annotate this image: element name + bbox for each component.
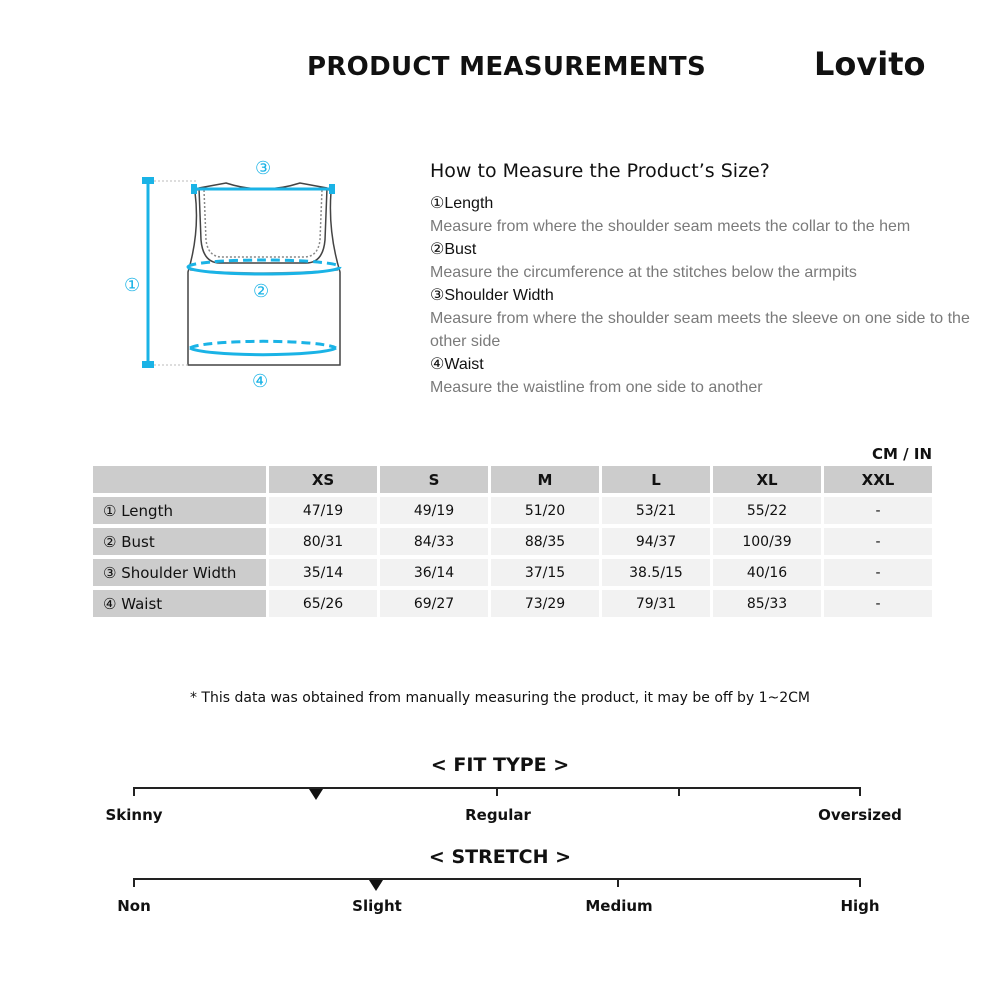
fit-tick xyxy=(678,787,680,796)
marker-bust: ② xyxy=(253,281,270,302)
marker-shoulder: ③ xyxy=(255,158,272,179)
table-row xyxy=(93,559,932,586)
table-cell: 40/16 xyxy=(713,559,821,586)
guide-bust-desc: Measure the circumference at the stitches below the armpits xyxy=(430,264,857,281)
row-label: ② Bust xyxy=(93,528,266,555)
guide-waist-desc: Measure the waistline from one side to another xyxy=(430,379,763,396)
unit-label: CM / IN xyxy=(872,445,932,463)
table-header-row xyxy=(93,466,932,493)
table-cell: - xyxy=(824,528,932,555)
size-header: XS xyxy=(269,466,377,493)
table-cell: 80/31 xyxy=(269,528,377,555)
row-label: ③ Shoulder Width xyxy=(93,559,266,586)
size-header: L xyxy=(602,466,710,493)
table-cell: 47/19 xyxy=(269,497,377,524)
row-label: ① Length xyxy=(93,497,266,524)
size-header: XXL xyxy=(824,466,932,493)
table-cell: 85/33 xyxy=(713,590,821,617)
guide-shoulder-label: ③Shoulder Width xyxy=(430,287,554,304)
table-cell: 100/39 xyxy=(713,528,821,555)
table-cell: 73/29 xyxy=(491,590,599,617)
guide-title: How to Measure the Product’s Size? xyxy=(430,160,770,182)
fit-tick xyxy=(859,787,861,796)
fit-label-oversized: Oversized xyxy=(818,806,902,824)
fit-label-skinny: Skinny xyxy=(105,806,163,824)
measure-guide xyxy=(430,160,970,399)
size-table xyxy=(90,462,935,621)
table-cell: 51/20 xyxy=(491,497,599,524)
table-cell: - xyxy=(824,590,932,617)
stretch-label-slight: Slight xyxy=(352,897,402,915)
table-cell: - xyxy=(824,497,932,524)
stretch-label-medium: Medium xyxy=(585,897,653,915)
table-cell: - xyxy=(824,559,932,586)
table-cell: 79/31 xyxy=(602,590,710,617)
table-cell: 38.5/15 xyxy=(602,559,710,586)
table-row xyxy=(93,497,932,524)
table-cell: 94/37 xyxy=(602,528,710,555)
table-cell: 65/26 xyxy=(269,590,377,617)
measurement-note: * This data was obtained from manually measuring the product, it may be off by 1~2CM xyxy=(189,690,811,706)
table-cell: 88/35 xyxy=(491,528,599,555)
size-header: XL xyxy=(713,466,821,493)
page-title: PRODUCT MEASUREMENTS xyxy=(307,52,706,82)
stretch-marker xyxy=(369,880,383,891)
marker-waist: ④ xyxy=(252,371,269,392)
stretch-tick xyxy=(859,878,861,887)
size-header: M xyxy=(491,466,599,493)
brand-logo: Lovito xyxy=(814,45,926,83)
marker-length: ① xyxy=(124,275,141,296)
table-cell: 49/19 xyxy=(380,497,488,524)
guide-shoulder-desc: Measure from where the shoulder seam meets the sleeve on one side to the other side xyxy=(430,310,970,350)
table-cell: 37/15 xyxy=(491,559,599,586)
stretch-title: < STRETCH > xyxy=(428,846,572,868)
stretch-label-non: Non xyxy=(117,897,151,915)
stretch-label-high: High xyxy=(840,897,880,915)
guide-length-desc: Measure from where the shoulder seam meets the collar to the hem xyxy=(430,218,911,235)
stretch-tick xyxy=(133,878,135,887)
table-cell: 55/22 xyxy=(713,497,821,524)
table-cell: 84/33 xyxy=(380,528,488,555)
guide-waist-label: ④Waist xyxy=(430,356,484,373)
stretch-tick xyxy=(617,878,619,887)
row-label: ④ Waist xyxy=(93,590,266,617)
table-cell: 35/14 xyxy=(269,559,377,586)
table-row xyxy=(93,590,932,617)
table-cell: 69/27 xyxy=(380,590,488,617)
fit-type-marker xyxy=(309,789,323,800)
fit-type-title: < FIT TYPE > xyxy=(430,754,570,776)
stretch-scale xyxy=(133,878,861,880)
fit-label-regular: Regular xyxy=(465,806,531,824)
table-cell: 53/21 xyxy=(602,497,710,524)
fit-tick xyxy=(496,787,498,796)
table-row xyxy=(93,528,932,555)
guide-length-label: ①Length xyxy=(430,195,494,212)
garment-diagram xyxy=(100,150,360,400)
table-corner xyxy=(93,466,266,493)
guide-bust-label: ②Bust xyxy=(430,241,477,258)
fit-tick xyxy=(133,787,135,796)
size-header: S xyxy=(380,466,488,493)
table-cell: 36/14 xyxy=(380,559,488,586)
